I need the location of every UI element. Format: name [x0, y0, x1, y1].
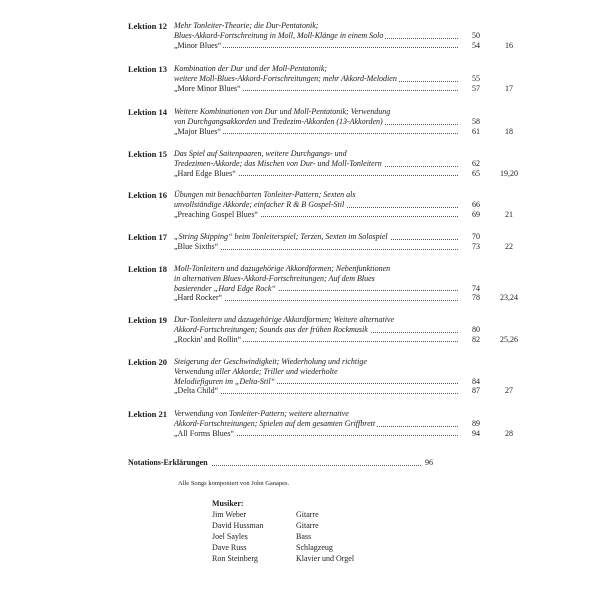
topic-text: Akkord-Fortschreitungen; Spielen auf dem gesamten Griffbrett	[174, 418, 376, 428]
song-title: „Delta Child“	[174, 386, 219, 396]
topic-text: Das Spiel auf Saitenpaaren, weitere Durchgangs- und	[174, 149, 347, 158]
lesson-description	[174, 315, 518, 344]
topic-line	[174, 159, 480, 169]
topic-line	[174, 419, 480, 429]
musician-instrument: Gitarre	[296, 521, 319, 530]
topic-text: Moll-Tonleitern und dazugehörige Akkordformen; Nebenfunktionen	[174, 264, 391, 273]
topic-text: weitere Moll-Blues-Akkord-Fortschreitungen; mehr Akkord-Melodien	[174, 73, 397, 83]
lesson-label: Lektion 14	[128, 107, 167, 117]
lesson-description	[174, 264, 518, 303]
song-title: „Rockin' and Rollin“	[174, 334, 242, 344]
topic-line	[174, 284, 480, 294]
song-title: „All Forms Blues“	[174, 428, 234, 438]
cd-track-number: 21	[505, 209, 513, 219]
topic-line	[174, 315, 480, 325]
topic-text: Akkord-Fortschreitungen; Sounds aus der frühen Rockmusik	[174, 324, 368, 334]
page-number: 55	[458, 74, 480, 84]
cd-track-number: 16	[505, 40, 513, 50]
lesson-description	[174, 64, 513, 93]
topic-line	[174, 200, 480, 210]
musician-row	[212, 531, 412, 542]
page-number: 82	[458, 335, 480, 345]
topic-text: „String Skipping“ beim Tonleiterspiel; Terzen, Sexten im Solospiel	[174, 232, 388, 241]
cd-track-number: 18	[505, 126, 513, 136]
musician-name: Ron Steinberg	[212, 554, 258, 563]
topic-line	[174, 274, 480, 284]
lesson-description	[174, 149, 518, 178]
song-title: „Blue Sixths“	[174, 241, 219, 251]
lesson-label: Lektion 12	[128, 21, 167, 31]
page-number: 62	[458, 159, 480, 169]
topic-text: Melodiefiguren im „Delta-Stil“	[174, 376, 276, 386]
lesson-description	[174, 107, 513, 136]
cd-track-number: 25,26	[500, 334, 518, 344]
musician-list	[212, 509, 412, 564]
lesson-description	[174, 190, 513, 219]
topic-line	[174, 149, 480, 159]
lesson-label: Lektion 18	[128, 264, 167, 274]
cd-track-number: 23,24	[500, 293, 518, 303]
song-title-line	[174, 40, 513, 51]
notation-page-number: 96	[425, 458, 433, 467]
song-title-line	[174, 126, 513, 137]
topic-line	[174, 357, 480, 367]
page-number: 73	[458, 242, 480, 252]
topic-line	[174, 409, 480, 419]
page-number: 65	[458, 169, 480, 179]
lesson-description	[174, 21, 513, 50]
cd-track-number: 22	[505, 241, 513, 251]
topic-text: Kombination der Dur und der Moll-Pentatonik;	[174, 64, 328, 73]
musician-row	[212, 520, 412, 531]
topic-line	[174, 264, 480, 274]
page-number: 61	[458, 127, 480, 137]
topic-line	[174, 377, 480, 387]
song-title-line	[174, 241, 513, 252]
topic-line	[174, 64, 480, 74]
topic-line	[174, 21, 480, 31]
musician-name: Dave Russ	[212, 543, 247, 552]
topic-text: unvollständige Akkorde; einfacher R & B Gospel-Stil	[174, 199, 345, 209]
musician-name: Jim Weber	[212, 510, 247, 519]
page-number: 78	[458, 293, 480, 303]
musician-row	[212, 542, 412, 553]
topic-line	[174, 367, 480, 377]
notation-label: Notations-Erklärungen	[128, 458, 211, 467]
musician-name: David Hussman	[212, 521, 264, 530]
topic-line	[174, 190, 480, 200]
topic-line	[174, 232, 480, 242]
topic-text: Verwendung von Tonleiter-Pattern; weitere alternative	[174, 409, 349, 418]
musician-instrument: Klavier und Orgel	[296, 554, 355, 563]
cd-track-number: 28	[505, 428, 513, 438]
song-title: „Preaching Gospel Blues“	[174, 209, 258, 219]
lesson-description	[174, 232, 513, 252]
lesson-label: Lektion 15	[128, 149, 167, 159]
song-title: „Minor Blues“	[174, 40, 222, 50]
page-number: 84	[458, 377, 480, 387]
notation-entry	[128, 457, 433, 468]
musician-instrument: Bass	[296, 532, 312, 541]
topic-line	[174, 31, 480, 41]
composer-credit: Alle Songs komponiert von John Ganapes.	[178, 480, 290, 487]
lesson-label: Lektion 13	[128, 64, 167, 74]
song-title-line	[174, 168, 518, 179]
song-title-line	[174, 334, 518, 345]
page-number: 80	[458, 325, 480, 335]
page-number: 66	[458, 200, 480, 210]
page-number: 69	[458, 210, 480, 220]
lesson-description	[174, 357, 513, 396]
topic-line	[174, 74, 480, 84]
topic-text: von Durchgangsakkorden und Tredezim-Akkorden (13-Akkorden)	[174, 116, 383, 126]
page-number: 89	[458, 419, 480, 429]
lesson-label: Lektion 19	[128, 315, 167, 325]
topic-line	[174, 117, 480, 127]
topic-text: Mehr Tonleiter-Theorie; die Dur-Pentatonik;	[174, 21, 319, 30]
topic-text: in alternativen Blues-Akkord-Fortschreitungen; Auf dem Blues	[174, 273, 375, 283]
musician-instrument: Gitarre	[296, 510, 319, 519]
lesson-label: Lektion 16	[128, 190, 167, 200]
song-title-line	[174, 386, 513, 396]
song-title-line	[174, 428, 513, 439]
song-title-line	[174, 209, 513, 220]
page-number: 87	[458, 386, 480, 396]
musician-name: Joel Sayles	[212, 532, 248, 541]
page-number: 94	[458, 429, 480, 439]
song-title: „Major Blues“	[174, 126, 221, 136]
page-number: 50	[458, 31, 480, 41]
topic-text: basierender „Hard Edge Rock“	[174, 283, 276, 293]
lesson-label: Lektion 17	[128, 232, 167, 242]
cd-track-number: 19,20	[500, 168, 518, 178]
topic-line	[174, 107, 480, 117]
topic-text: Steigerung der Geschwindigkeit; Wiederholung und richtige	[174, 357, 367, 366]
cd-track-number: 17	[505, 83, 513, 93]
topic-text: Übungen mit benachbarten Tonleiter-Pattern; Sexten als	[174, 190, 356, 199]
musicians-block	[212, 498, 412, 564]
topic-text: Dur-Tonleitern und dazugehörige Akkordformen; Weitere alternative	[174, 315, 395, 324]
topic-text: Tredezimen-Akkorde; das Mischen von Dur- und Moll-Tonleitern	[174, 158, 382, 168]
page-number: 54	[458, 41, 480, 51]
song-title: „Hard Rocker“	[174, 293, 223, 303]
musicians-title: Musiker:	[212, 499, 244, 508]
musician-row	[212, 509, 412, 520]
topic-text: Verwendung aller Akkorde; Triller und wiederholte	[174, 366, 338, 376]
song-title-line	[174, 83, 513, 94]
song-title-line	[174, 293, 518, 303]
lesson-description	[174, 409, 513, 438]
page-number: 74	[458, 284, 480, 294]
topic-text: Weitere Kombinationen von Dur und Moll-Pentatonik; Verwendung	[174, 107, 391, 116]
musician-instrument: Schlagzeug	[296, 543, 333, 552]
song-title: „More Minor Blues“	[174, 83, 241, 93]
cd-track-number: 27	[505, 386, 513, 396]
lesson-label: Lektion 21	[128, 409, 167, 419]
topic-text: Blues-Akkord-Fortschreitung in Moll, Moll-Klänge in einem Solo	[174, 30, 384, 40]
song-title: „Hard Edge Blues“	[174, 168, 236, 178]
page-number: 58	[458, 117, 480, 127]
page-number: 57	[458, 84, 480, 94]
page-number: 70	[458, 232, 480, 242]
lesson-label: Lektion 20	[128, 357, 167, 367]
topic-line	[174, 325, 480, 335]
musician-row	[212, 553, 412, 564]
